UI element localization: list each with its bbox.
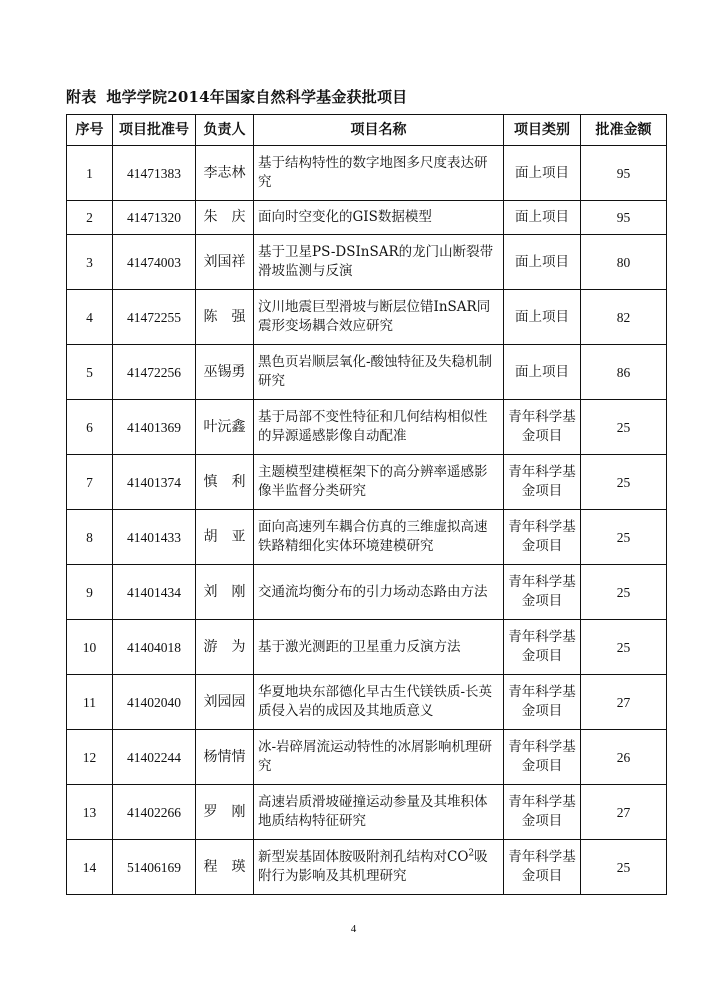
cell-leader: 游 为 <box>196 620 254 675</box>
cell-amount: 95 <box>581 201 667 235</box>
cell-no: 6 <box>67 400 113 455</box>
cell-title: 交通流均衡分布的引力场动态路由方法 <box>254 565 504 620</box>
cell-leader: 刘国祥 <box>196 235 254 290</box>
cell-category: 青年科学基金项目 <box>504 565 581 620</box>
cell-amount: 86 <box>581 345 667 400</box>
title-prefix: 附表 <box>66 88 97 106</box>
cell-code: 41471383 <box>113 146 196 201</box>
cell-category: 青年科学基金项目 <box>504 785 581 840</box>
cell-code: 41401434 <box>113 565 196 620</box>
cell-category: 面上项目 <box>504 290 581 345</box>
cell-leader: 杨情情 <box>196 730 254 785</box>
cell-category: 青年科学基金项目 <box>504 620 581 675</box>
cell-leader: 程 瑛 <box>196 840 254 895</box>
table-row <box>67 675 667 730</box>
cell-amount: 25 <box>581 400 667 455</box>
title-main: 地学学院2014年国家自然科学基金获批项目 <box>106 88 408 106</box>
header-code: 项目批准号 <box>113 115 196 146</box>
cell-leader: 叶沅鑫 <box>196 400 254 455</box>
cell-amount: 25 <box>581 565 667 620</box>
cell-code: 41472255 <box>113 290 196 345</box>
cell-title: 基于卫星PS-DSInSAR的龙门山断裂带滑坡监测与反演 <box>254 235 504 290</box>
document-title <box>66 86 407 107</box>
table-row <box>67 620 667 675</box>
cell-no: 7 <box>67 455 113 510</box>
cell-category: 青年科学基金项目 <box>504 455 581 510</box>
page-number: 4 <box>350 923 357 935</box>
cell-no: 12 <box>67 730 113 785</box>
table-row <box>67 235 667 290</box>
table-row <box>67 565 667 620</box>
cell-title-part-b: 吸附行为影响及其机理研究 <box>258 849 488 884</box>
cell-leader: 刘园园 <box>196 675 254 730</box>
cell-title: 基于局部不变性特征和几何结构相似性的异源遥感影像自动配准 <box>254 400 504 455</box>
header-amount: 批准金额 <box>581 115 667 146</box>
cell-title: 华夏地块东部德化早古生代镁铁质-长英质侵入岩的成因及其地质意义 <box>254 675 504 730</box>
table-row <box>67 201 667 235</box>
cell-no: 4 <box>67 290 113 345</box>
cell-code: 41401369 <box>113 400 196 455</box>
cell-leader: 李志林 <box>196 146 254 201</box>
cell-title: 基于结构特性的数字地图多尺度表达研究 <box>254 146 504 201</box>
cell-amount: 25 <box>581 510 667 565</box>
cell-code: 41404018 <box>113 620 196 675</box>
cell-amount: 95 <box>581 146 667 201</box>
cell-leader: 巫锡勇 <box>196 345 254 400</box>
header-category: 项目类别 <box>504 115 581 146</box>
cell-category: 青年科学基金项目 <box>504 730 581 785</box>
cell-amount: 25 <box>581 620 667 675</box>
cell-title: 高速岩质滑坡碰撞运动参量及其堆积体地质结构特征研究 <box>254 785 504 840</box>
table-header-row <box>67 115 667 146</box>
cell-code: 41402266 <box>113 785 196 840</box>
cell-title: 基于激光测距的卫星重力反演方法 <box>254 620 504 675</box>
table-row <box>67 455 667 510</box>
cell-category: 面上项目 <box>504 201 581 235</box>
cell-code: 41402040 <box>113 675 196 730</box>
cell-code: 41402244 <box>113 730 196 785</box>
cell-category: 面上项目 <box>504 146 581 201</box>
cell-no: 14 <box>67 840 113 895</box>
cell-no: 8 <box>67 510 113 565</box>
cell-no: 10 <box>67 620 113 675</box>
cell-code: 41401433 <box>113 510 196 565</box>
cell-amount: 25 <box>581 455 667 510</box>
cell-no: 2 <box>67 201 113 235</box>
cell-category: 面上项目 <box>504 345 581 400</box>
cell-amount: 82 <box>581 290 667 345</box>
cell-amount: 80 <box>581 235 667 290</box>
cell-code: 41471320 <box>113 201 196 235</box>
cell-leader: 慎 利 <box>196 455 254 510</box>
cell-category: 面上项目 <box>504 235 581 290</box>
cell-no: 13 <box>67 785 113 840</box>
header-no: 序号 <box>67 115 113 146</box>
cell-title: 面向时空变化的GIS数据模型 <box>254 201 504 235</box>
cell-category: 青年科学基金项目 <box>504 675 581 730</box>
table-row <box>67 510 667 565</box>
cell-category: 青年科学基金项目 <box>504 400 581 455</box>
cell-category: 青年科学基金项目 <box>504 510 581 565</box>
table-row <box>67 345 667 400</box>
cell-leader: 刘 刚 <box>196 565 254 620</box>
table-row <box>67 290 667 345</box>
cell-amount: 25 <box>581 840 667 895</box>
cell-leader: 朱 庆 <box>196 201 254 235</box>
cell-leader: 胡 亚 <box>196 510 254 565</box>
table-row <box>67 730 667 785</box>
cell-code: 41472256 <box>113 345 196 400</box>
cell-title: 面向高速列车耦合仿真的三维虚拟高速铁路精细化实体环境建模研究 <box>254 510 504 565</box>
cell-title: 冰-岩碎屑流运动特性的冰屑影响机理研究 <box>254 730 504 785</box>
cell-no: 9 <box>67 565 113 620</box>
cell-title <box>254 840 504 895</box>
cell-code: 51406169 <box>113 840 196 895</box>
header-leader: 负责人 <box>196 115 254 146</box>
cell-leader: 陈 强 <box>196 290 254 345</box>
cell-code: 41474003 <box>113 235 196 290</box>
subscript-co2: 2 <box>468 848 475 859</box>
header-title: 项目名称 <box>254 115 504 146</box>
cell-amount: 26 <box>581 730 667 785</box>
table-row <box>67 785 667 840</box>
table-row <box>67 146 667 201</box>
cell-code: 41401374 <box>113 455 196 510</box>
cell-title: 汶川地震巨型滑坡与断层位错InSAR同震形变场耦合效应研究 <box>254 290 504 345</box>
table-row <box>67 840 667 895</box>
cell-title: 主题模型建模框架下的高分辨率遥感影像半监督分类研究 <box>254 455 504 510</box>
cell-amount: 27 <box>581 785 667 840</box>
cell-no: 11 <box>67 675 113 730</box>
cell-leader: 罗 刚 <box>196 785 254 840</box>
cell-amount: 27 <box>581 675 667 730</box>
cell-no: 1 <box>67 146 113 201</box>
cell-title-part-a: 新型炭基固体胺吸附剂孔结构对CO <box>258 849 469 865</box>
cell-category: 青年科学基金项目 <box>504 840 581 895</box>
table-row <box>67 400 667 455</box>
cell-title: 黑色页岩顺层氧化-酸蚀特征及失稳机制研究 <box>254 345 504 400</box>
grants-table <box>66 114 667 895</box>
cell-no: 3 <box>67 235 113 290</box>
cell-no: 5 <box>67 345 113 400</box>
